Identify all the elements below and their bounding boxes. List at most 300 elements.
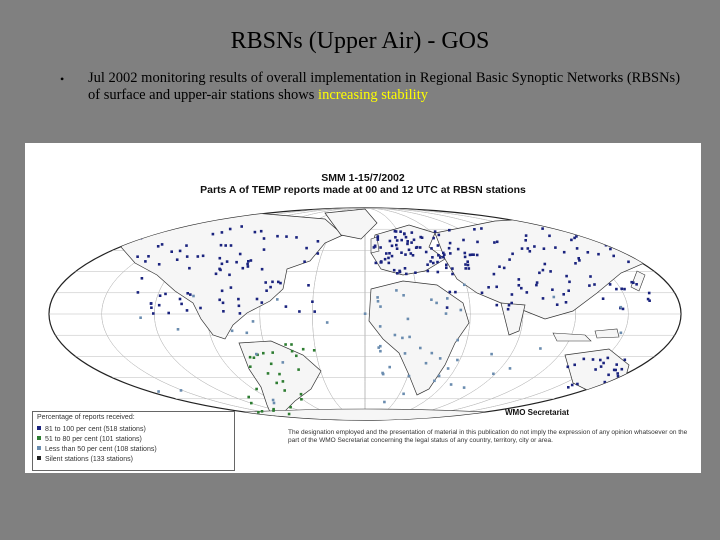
station-marker <box>435 302 438 305</box>
station-marker <box>520 287 523 290</box>
station-marker <box>607 374 610 377</box>
station-marker <box>630 281 633 284</box>
station-marker <box>375 262 378 265</box>
station-marker <box>448 229 451 232</box>
station-marker <box>606 234 609 237</box>
legend-title: Percentage of reports received: <box>37 414 135 421</box>
legend-swatch <box>37 426 41 430</box>
station-marker <box>388 252 391 255</box>
station-marker <box>439 357 442 360</box>
station-marker <box>141 277 144 280</box>
legend-label: 51 to 80 per cent (101 stations) <box>45 436 142 443</box>
station-marker <box>400 251 403 254</box>
station-marker <box>421 236 424 239</box>
station-marker <box>300 398 303 401</box>
station-marker <box>447 367 450 370</box>
station-marker <box>250 259 253 262</box>
station-marker <box>401 337 404 340</box>
station-marker <box>496 241 499 244</box>
station-marker <box>602 297 605 300</box>
legend-item <box>37 445 157 454</box>
station-marker <box>389 240 392 243</box>
station-marker <box>247 265 250 268</box>
station-marker <box>179 250 182 253</box>
station-marker <box>621 368 624 371</box>
station-marker <box>222 302 225 305</box>
station-marker <box>263 237 266 240</box>
station-marker <box>582 228 585 231</box>
station-marker <box>249 356 252 359</box>
station-marker <box>254 231 257 234</box>
station-marker <box>400 239 403 242</box>
station-marker <box>648 299 651 302</box>
station-marker <box>449 291 452 294</box>
station-marker <box>456 359 459 362</box>
station-marker <box>290 343 293 346</box>
map-disclaimer: The designation employed and the presentation of material in this publication do not imply the expression of any opinion whatsoever on the part of the WMO Secretariat concerning the legal status of any country, territory, city or area. <box>288 429 688 444</box>
station-marker <box>313 310 316 313</box>
station-marker <box>383 401 386 404</box>
legend-swatch <box>37 456 41 460</box>
station-marker <box>277 281 280 284</box>
station-marker <box>391 245 394 248</box>
station-marker <box>235 261 238 264</box>
station-marker <box>404 253 407 256</box>
station-marker <box>635 283 638 286</box>
station-marker <box>567 289 570 292</box>
station-marker <box>648 292 651 295</box>
station-marker <box>275 382 278 385</box>
legend-item <box>37 425 146 434</box>
station-marker <box>565 301 568 304</box>
station-marker <box>607 357 610 360</box>
station-marker <box>419 347 422 350</box>
station-marker <box>305 247 308 250</box>
station-marker <box>464 252 467 255</box>
station-marker <box>250 402 253 405</box>
station-marker <box>253 356 256 359</box>
station-marker <box>220 244 223 247</box>
station-marker <box>407 318 410 321</box>
station-marker <box>269 286 272 289</box>
station-marker <box>388 262 391 265</box>
station-marker <box>640 246 643 249</box>
station-marker <box>261 301 264 304</box>
station-marker <box>446 306 449 309</box>
station-marker <box>521 247 524 250</box>
station-marker <box>222 310 225 313</box>
station-marker <box>463 284 466 287</box>
station-marker <box>289 406 292 409</box>
station-marker <box>377 346 380 349</box>
station-marker <box>186 309 189 312</box>
station-marker <box>197 255 200 258</box>
station-marker <box>237 298 240 301</box>
station-marker <box>276 235 279 238</box>
station-marker <box>476 241 479 244</box>
station-marker <box>218 268 221 271</box>
station-marker <box>283 389 286 392</box>
station-marker <box>511 253 514 256</box>
station-marker <box>606 390 609 393</box>
station-marker <box>554 246 557 249</box>
station-marker <box>460 309 463 312</box>
station-marker <box>326 321 329 324</box>
station-marker <box>402 294 405 297</box>
station-marker <box>425 362 428 365</box>
station-marker <box>262 352 265 355</box>
station-marker <box>302 348 305 351</box>
station-marker <box>170 250 173 253</box>
station-marker <box>387 257 390 260</box>
station-marker <box>364 312 367 315</box>
station-marker <box>493 273 496 276</box>
station-marker <box>427 270 430 273</box>
station-marker <box>602 362 605 365</box>
station-marker <box>379 305 382 308</box>
station-marker <box>653 236 656 239</box>
station-marker <box>406 240 409 243</box>
station-marker <box>425 251 428 254</box>
station-marker <box>574 262 577 265</box>
station-marker <box>576 247 579 250</box>
station-marker <box>445 312 448 315</box>
station-marker <box>410 252 413 255</box>
station-marker <box>395 230 398 233</box>
station-marker <box>589 275 592 278</box>
station-marker <box>568 281 571 284</box>
legend-item <box>37 455 133 464</box>
station-marker <box>583 358 586 361</box>
station-marker <box>377 235 380 238</box>
station-marker <box>384 258 387 261</box>
station-marker <box>609 390 612 393</box>
station-marker <box>385 252 388 255</box>
station-marker <box>242 267 245 270</box>
station-marker <box>431 352 434 355</box>
bullet-body: Jul 2002 monitoring results of overall implementation in Regional Basic Synoptic Networks (RBSNs) of surface and upper-air stations shows <box>88 70 681 103</box>
station-marker <box>221 290 224 293</box>
station-marker <box>431 256 434 259</box>
station-marker <box>278 373 281 376</box>
station-marker <box>257 411 260 414</box>
station-marker <box>476 254 479 257</box>
station-marker <box>300 393 303 396</box>
station-marker <box>263 248 266 251</box>
station-marker <box>620 288 623 291</box>
station-marker <box>379 350 382 353</box>
station-marker <box>396 272 399 275</box>
station-marker <box>432 262 435 265</box>
station-marker <box>434 230 437 233</box>
station-marker <box>261 410 264 413</box>
station-marker <box>593 228 596 231</box>
legend-swatch <box>37 446 41 450</box>
station-marker <box>260 230 263 233</box>
station-marker <box>164 293 167 296</box>
station-marker <box>276 298 279 301</box>
slide-title: RBSNs (Upper Air) - GOS <box>230 28 490 54</box>
station-marker <box>573 237 576 240</box>
station-marker <box>449 242 452 245</box>
station-marker <box>503 267 506 270</box>
station-marker <box>285 235 288 238</box>
station-marker <box>456 339 459 342</box>
station-marker <box>405 273 408 276</box>
station-marker <box>388 366 391 369</box>
station-marker <box>644 252 647 255</box>
station-marker <box>430 298 433 301</box>
station-marker <box>645 227 648 230</box>
station-marker <box>627 261 630 264</box>
station-marker <box>548 235 551 238</box>
station-marker <box>509 367 512 370</box>
station-marker <box>311 300 314 303</box>
station-marker <box>219 257 222 260</box>
station-marker <box>230 286 233 289</box>
station-marker <box>508 304 511 307</box>
station-marker <box>451 267 454 270</box>
legend-label: Silent stations (133 stations) <box>45 456 133 463</box>
station-marker <box>282 380 285 383</box>
station-marker <box>137 291 140 294</box>
station-marker <box>218 299 221 302</box>
station-marker <box>542 269 545 272</box>
station-marker <box>544 263 547 266</box>
station-marker <box>492 373 495 376</box>
station-marker <box>473 228 476 231</box>
station-marker <box>408 336 411 339</box>
station-marker <box>404 267 407 270</box>
station-marker <box>408 375 411 378</box>
station-marker <box>599 359 602 362</box>
station-marker <box>265 289 268 292</box>
station-marker <box>588 284 591 287</box>
legend-label: 81 to 100 per cent (518 stations) <box>45 426 146 433</box>
station-marker <box>246 332 249 335</box>
station-marker <box>298 310 301 313</box>
station-marker <box>282 361 285 364</box>
station-marker <box>264 281 267 284</box>
station-marker <box>377 238 380 241</box>
map-title: Parts A of TEMP reports made at 00 and 12 UTC at RBSN stations <box>200 184 526 196</box>
station-marker <box>295 236 298 239</box>
bullet-text <box>88 70 688 104</box>
station-marker <box>620 306 623 309</box>
station-marker <box>446 297 449 300</box>
station-marker <box>462 239 465 242</box>
bullet-highlight: increasing stability <box>318 87 428 103</box>
station-marker <box>192 295 195 298</box>
station-marker <box>403 233 406 236</box>
station-marker <box>374 245 377 248</box>
station-marker <box>252 320 255 323</box>
station-marker <box>411 231 414 234</box>
station-marker <box>429 260 432 263</box>
station-marker <box>439 256 442 259</box>
station-marker <box>450 383 453 386</box>
station-marker <box>226 260 229 263</box>
station-marker <box>221 231 224 234</box>
station-marker <box>255 388 258 391</box>
station-marker <box>247 396 250 399</box>
station-marker <box>576 383 579 386</box>
station-marker <box>529 250 532 253</box>
station-marker <box>271 281 274 284</box>
station-marker <box>498 265 501 268</box>
station-marker <box>395 289 398 292</box>
station-marker <box>571 384 574 387</box>
station-marker <box>180 303 183 306</box>
station-marker <box>379 246 382 249</box>
station-marker <box>307 284 310 287</box>
station-marker <box>539 347 542 350</box>
station-marker <box>536 281 539 284</box>
station-marker <box>185 244 188 247</box>
station-marker <box>151 225 154 228</box>
station-marker <box>398 270 401 273</box>
station-marker <box>255 353 258 356</box>
station-marker <box>416 246 419 249</box>
station-marker <box>442 256 445 259</box>
station-marker <box>493 241 496 244</box>
station-marker <box>454 291 457 294</box>
station-marker <box>570 239 573 242</box>
station-marker <box>136 255 139 258</box>
station-marker <box>592 358 595 361</box>
station-marker <box>404 352 407 355</box>
station-marker <box>623 288 626 291</box>
station-marker <box>393 269 396 272</box>
station-marker <box>158 263 161 266</box>
station-marker <box>167 226 170 229</box>
station-marker <box>224 244 227 247</box>
station-marker <box>189 293 192 296</box>
station-marker <box>624 359 627 362</box>
station-marker <box>490 353 493 356</box>
station-marker <box>413 239 416 242</box>
station-marker <box>442 252 445 255</box>
station-marker <box>139 316 142 319</box>
station-marker <box>271 351 274 354</box>
station-marker <box>394 334 397 337</box>
station-marker <box>467 264 470 267</box>
station-marker <box>527 247 530 250</box>
station-marker <box>177 328 180 331</box>
station-marker <box>239 312 242 315</box>
station-marker <box>524 239 527 242</box>
station-marker <box>176 258 179 261</box>
station-marker <box>395 244 398 247</box>
map-legend <box>32 411 235 471</box>
legend-swatch <box>37 436 41 440</box>
station-marker <box>525 234 528 237</box>
station-marker <box>549 270 552 273</box>
station-marker <box>272 409 275 412</box>
station-marker <box>526 291 529 294</box>
station-marker <box>295 355 298 358</box>
station-marker <box>273 402 276 405</box>
station-marker <box>609 248 612 251</box>
station-marker <box>542 297 545 300</box>
station-marker <box>297 368 300 371</box>
station-marker <box>230 244 233 247</box>
station-marker <box>285 305 288 308</box>
station-marker <box>157 390 160 393</box>
station-marker <box>376 296 379 299</box>
station-marker <box>518 278 521 281</box>
station-marker <box>180 389 183 392</box>
station-marker <box>604 232 607 235</box>
station-marker <box>150 306 153 309</box>
station-marker <box>495 286 498 289</box>
station-marker <box>239 253 242 256</box>
station-marker <box>551 288 554 291</box>
station-marker <box>480 227 483 230</box>
station-marker <box>437 244 440 247</box>
station-marker <box>464 263 467 266</box>
station-marker <box>445 264 448 267</box>
station-marker <box>481 292 484 295</box>
station-marker <box>240 225 243 228</box>
station-marker <box>433 380 436 383</box>
station-marker <box>533 245 536 248</box>
map-credit: WMO Secretariat <box>505 408 570 417</box>
station-marker <box>313 349 316 352</box>
station-marker <box>317 240 320 243</box>
station-marker <box>256 298 259 301</box>
station-marker <box>157 245 160 248</box>
station-marker <box>158 304 161 307</box>
station-marker <box>468 267 471 270</box>
bullet-dot: • <box>60 72 65 86</box>
station-marker <box>188 267 191 270</box>
station-marker <box>202 255 205 258</box>
station-marker <box>414 271 417 274</box>
station-marker <box>212 233 215 236</box>
station-marker <box>496 304 499 307</box>
station-marker <box>199 307 202 310</box>
station-marker <box>159 294 162 297</box>
station-marker <box>593 391 596 394</box>
station-marker <box>394 236 397 239</box>
station-marker <box>150 302 153 305</box>
station-marker <box>167 312 170 315</box>
station-marker <box>562 293 565 296</box>
station-marker <box>231 330 234 333</box>
station-marker <box>573 364 576 367</box>
station-marker <box>152 312 155 315</box>
station-marker <box>578 259 581 262</box>
station-marker <box>609 283 612 286</box>
station-marker <box>166 223 169 226</box>
station-marker <box>238 305 241 308</box>
station-marker <box>284 343 287 346</box>
station-marker <box>543 247 546 250</box>
station-marker <box>147 255 150 258</box>
station-marker <box>186 292 189 295</box>
station-marker <box>399 230 402 233</box>
station-marker <box>169 228 172 231</box>
station-marker <box>267 372 270 375</box>
station-marker <box>466 260 469 263</box>
station-marker <box>432 237 435 240</box>
station-marker <box>457 248 460 251</box>
station-marker <box>229 228 232 231</box>
station-marker <box>396 239 399 242</box>
map-date: SMM 1-15/7/2002 <box>321 172 405 184</box>
station-marker <box>303 260 306 263</box>
